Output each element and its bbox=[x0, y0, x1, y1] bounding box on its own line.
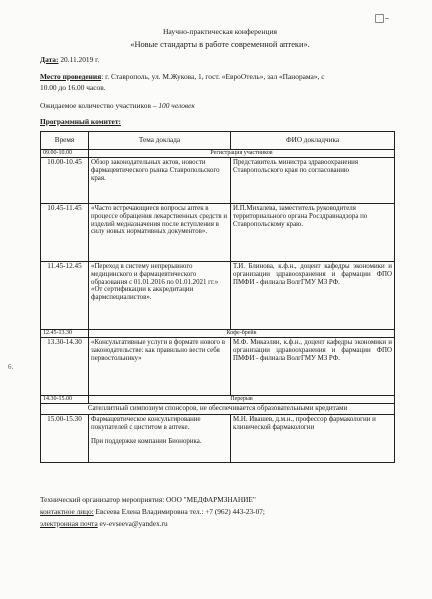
row-topic: «Часто встречающиеся вопросы аптек в процессе обращения лекарственных средств и изделий медназначения после вступления в силу новых нормативных документов». bbox=[89, 204, 231, 262]
table-row bbox=[41, 338, 395, 396]
place-label: Место проведения bbox=[40, 72, 102, 81]
band-label: Перерыв bbox=[89, 396, 395, 404]
table-row bbox=[41, 204, 395, 262]
table-header-row bbox=[41, 132, 395, 150]
row-topic: «Консультативные услуги в формате нового в законодательстве: как правильно вести себя первостольнику» bbox=[89, 338, 231, 396]
conference-type: Научно-практическая конференция bbox=[162, 27, 278, 36]
table-row-satellite bbox=[41, 404, 395, 415]
expected-label: Ожидаемое количество участников – bbox=[40, 101, 157, 110]
row-speaker: М.Ф. Микаэлян, к.ф.н., доцент кафедры экономики и организации здравоохранения и фармации ФПО ПМФИ - филиала ВолгГМУ МЗ РФ. bbox=[231, 338, 395, 396]
row-speaker: Представитель министра здравоохранения Ставропольского края по согласованию bbox=[231, 158, 395, 204]
band-label: Кофе-брейк bbox=[89, 330, 395, 338]
band-time: 09.00-10.00 bbox=[41, 150, 89, 158]
row-speaker: М.Н. Ивашев, д.м.н., профессор фармакологии и клинической фармакологии bbox=[231, 415, 395, 463]
table-row-band bbox=[41, 330, 395, 338]
band-label: Регистрация участников bbox=[89, 150, 395, 158]
contact-value: Евсеева Елена Владимировна тел.: +7 (962) 443-23-07; bbox=[93, 507, 265, 516]
program-table bbox=[40, 131, 395, 463]
row-topic-part2: «От сертификации к аккредитации фармспециалистов». bbox=[91, 286, 194, 302]
row-topic-part2: При поддержке компании Бионорика. bbox=[91, 437, 202, 445]
contact-label: контактное лицо: bbox=[40, 507, 94, 516]
band-time: 12.45-13.30 bbox=[41, 330, 89, 338]
place-line bbox=[40, 72, 325, 82]
header-topic: Тема доклада bbox=[89, 132, 231, 150]
stray-mark: 6. bbox=[8, 363, 14, 371]
table-row-band bbox=[41, 150, 395, 158]
place-value: : г. Ставрополь, ул. М.Жукова, 1, гост. «ЕвроОтель», зал «Панорама», с bbox=[101, 72, 325, 81]
place-line-2: 10.00 до 16.00 часов. bbox=[40, 83, 106, 92]
contact-line bbox=[40, 507, 265, 517]
row-topic: Обзор законодательных актов, новости фармацевтического рынка Ставропольского края. bbox=[89, 158, 231, 204]
row-topic-part1: «Переход в систему непрерывного медицинского и фармацевтического образования с 01.01.2016 по 01.01.2021 гг.» bbox=[91, 263, 219, 286]
date-value: 20.11.2019 г. bbox=[60, 55, 100, 64]
row-topic bbox=[89, 262, 231, 330]
committee-label: Программный комитет: bbox=[40, 117, 121, 126]
table-row bbox=[41, 262, 395, 330]
satellite-label: Сателлитный симпозиум спонсоров, не обеспечивается образовательными кредитами bbox=[41, 404, 395, 415]
expected-value: 100 человек bbox=[158, 101, 195, 110]
email-value[interactable]: ev-evseeva@yandex.ru bbox=[97, 519, 168, 528]
row-time: 11.45-12.45 bbox=[41, 262, 89, 330]
email-line bbox=[40, 519, 168, 529]
table-row-band bbox=[41, 396, 395, 404]
row-time: 10.00-10.45 bbox=[41, 158, 89, 204]
committee-line bbox=[40, 117, 121, 127]
conference-title: «Новые стандарты в работе современной аптеки». bbox=[130, 40, 310, 49]
header-time: Время bbox=[41, 132, 89, 150]
date-label: Дата: bbox=[40, 55, 59, 64]
band-time: 14.30-15.00 bbox=[41, 396, 89, 404]
email-label: электронная почта bbox=[40, 519, 98, 528]
table-row bbox=[41, 415, 395, 463]
row-speaker: Т.И. Блинова, к.ф.н., доцент кафедры экономики и организации здравоохранения и фармации ФПО ПМФИ - филиала ВолгГМУ МЗ РФ. bbox=[231, 262, 395, 330]
expected-line bbox=[40, 101, 195, 111]
header-speaker: ФИО докладчика bbox=[231, 132, 395, 150]
row-topic-part1: Фармацевтическое консультирование покупателей с циститом в аптеке. bbox=[91, 416, 201, 431]
row-time: 13.30-14.30 bbox=[41, 338, 89, 396]
row-speaker: И.П.Михалева, заместитель руководителя территориального органа Росздравнадзора по Ставропольскому краю. bbox=[231, 204, 395, 262]
row-topic bbox=[89, 415, 231, 463]
row-time: 10.45-11.45 bbox=[41, 204, 89, 262]
date-line bbox=[40, 55, 99, 65]
row-time: 15.00-15.30 bbox=[41, 415, 89, 463]
checkbox-mark-icon bbox=[375, 14, 384, 23]
table-row bbox=[41, 158, 395, 204]
organizer-line: Технический организатор мероприятия: ООО "МЕДФАРМЗНАНИЕ" bbox=[40, 495, 256, 504]
